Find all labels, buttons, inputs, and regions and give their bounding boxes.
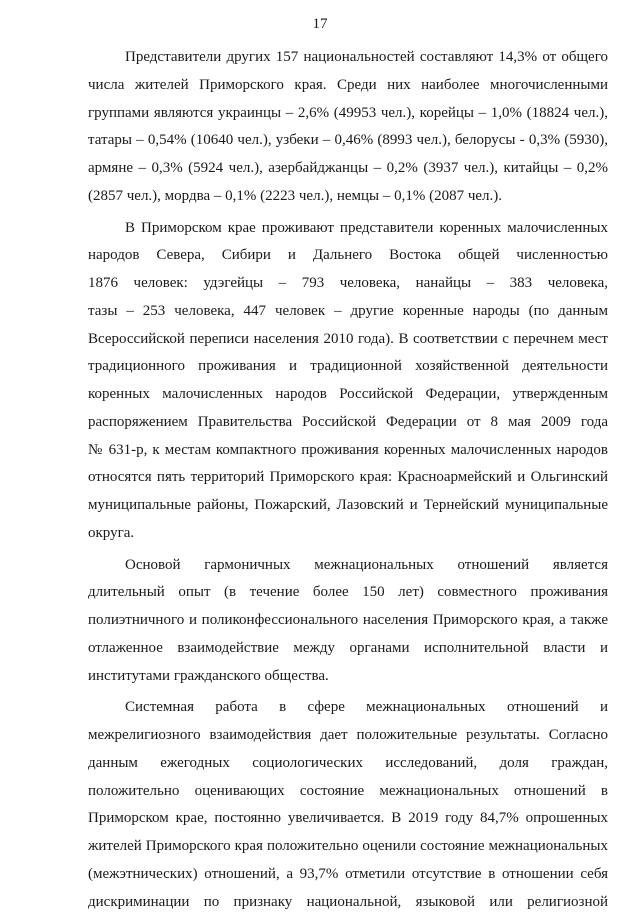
paragraph-line: данным ежегодных социологических исследований, доля граждан, <box>88 750 608 778</box>
paragraph-harmonious-relations <box>88 552 608 691</box>
paragraph-line: числа жителей Приморского края. Среди них наиболее многочисленными <box>88 72 608 100</box>
document-body <box>88 44 608 916</box>
page-number: 17 <box>0 16 640 33</box>
paragraph-line: жителей Приморского края положительно оценили состояние межнациональных <box>88 833 608 861</box>
paragraph-line: дискриминации по признаку национальной, языковой или религиозной <box>88 889 608 916</box>
paragraph-line: народов Севера, Сибири и Дальнего Востока общей численностью <box>88 242 608 270</box>
paragraph-line: округа. <box>88 520 608 548</box>
paragraph-line: полиэтничного и поликонфессионального населения Приморского края, а также <box>88 607 608 635</box>
paragraph-line: традиционного проживания и традиционной хозяйственной деятельности <box>88 353 608 381</box>
paragraph-line: 1876 человек: удэгейцы – 793 человека, нанайцы – 383 человека, <box>88 270 608 298</box>
paragraph-line: № 631-р, к местам компактного проживания коренных малочисленных народов <box>88 437 608 465</box>
paragraph-line: (межэтнических) отношений, а 93,7% отметили отсутствие в отношении себя <box>88 861 608 889</box>
paragraph-line: межрелигиозного взаимодействия дает положительные результаты. Согласно <box>88 722 608 750</box>
paragraph-line: Системная работа в сфере межнациональных отношений и <box>88 694 608 722</box>
paragraph-line: Основой гармоничных межнациональных отношений является <box>88 552 608 580</box>
paragraph-line: длительный опыт (в течение более 150 лет) совместного проживания <box>88 579 608 607</box>
paragraph-line: тазы – 253 человека, 447 человек – другие коренные народы (по данным <box>88 298 608 326</box>
paragraph-systematic-work <box>88 694 608 916</box>
paragraph-line: Приморском крае, постоянно увеличивается. В 2019 году 84,7% опрошенных <box>88 805 608 833</box>
paragraph-line: относятся пять территорий Приморского края: Красноармейский и Ольгинский <box>88 464 608 492</box>
paragraph-line: (2857 чел.), мордва – 0,1% (2223 чел.), немцы – 0,1% (2087 чел.). <box>88 183 608 211</box>
paragraph-line: В Приморском крае проживают представители коренных малочисленных <box>88 215 608 243</box>
paragraph-other-nationalities <box>88 44 608 211</box>
paragraph-line: группами являются украинцы – 2,6% (49953 чел.), корейцы – 1,0% (18824 чел.), <box>88 100 608 128</box>
paragraph-line: муниципальные районы, Пожарский, Лазовский и Тернейский муниципальные <box>88 492 608 520</box>
paragraph-line: институтами гражданского общества. <box>88 663 608 691</box>
paragraph-line: положительно оценивающих состояние межнациональных отношений в <box>88 778 608 806</box>
paragraph-line: татары – 0,54% (10640 чел.), узбеки – 0,46% (8993 чел.), белорусы - 0,3% (5930), <box>88 127 608 155</box>
paragraph-indigenous-peoples <box>88 215 608 548</box>
paragraph-line: армяне – 0,3% (5924 чел.), азербайджанцы – 0,2% (3937 чел.), китайцы – 0,2% <box>88 155 608 183</box>
paragraph-line: распоряжением Правительства Российской Федерации от 8 мая 2009 года <box>88 409 608 437</box>
paragraph-line: Представители других 157 национальностей составляют 14,3% от общего <box>88 44 608 72</box>
paragraph-line: отлаженное взаимодействие между органами исполнительной власти и <box>88 635 608 663</box>
paragraph-line: коренных малочисленных народов Российской Федерации, утвержденным <box>88 381 608 409</box>
paragraph-line: Всероссийской переписи населения 2010 года). В соответствии с перечнем мест <box>88 326 608 354</box>
